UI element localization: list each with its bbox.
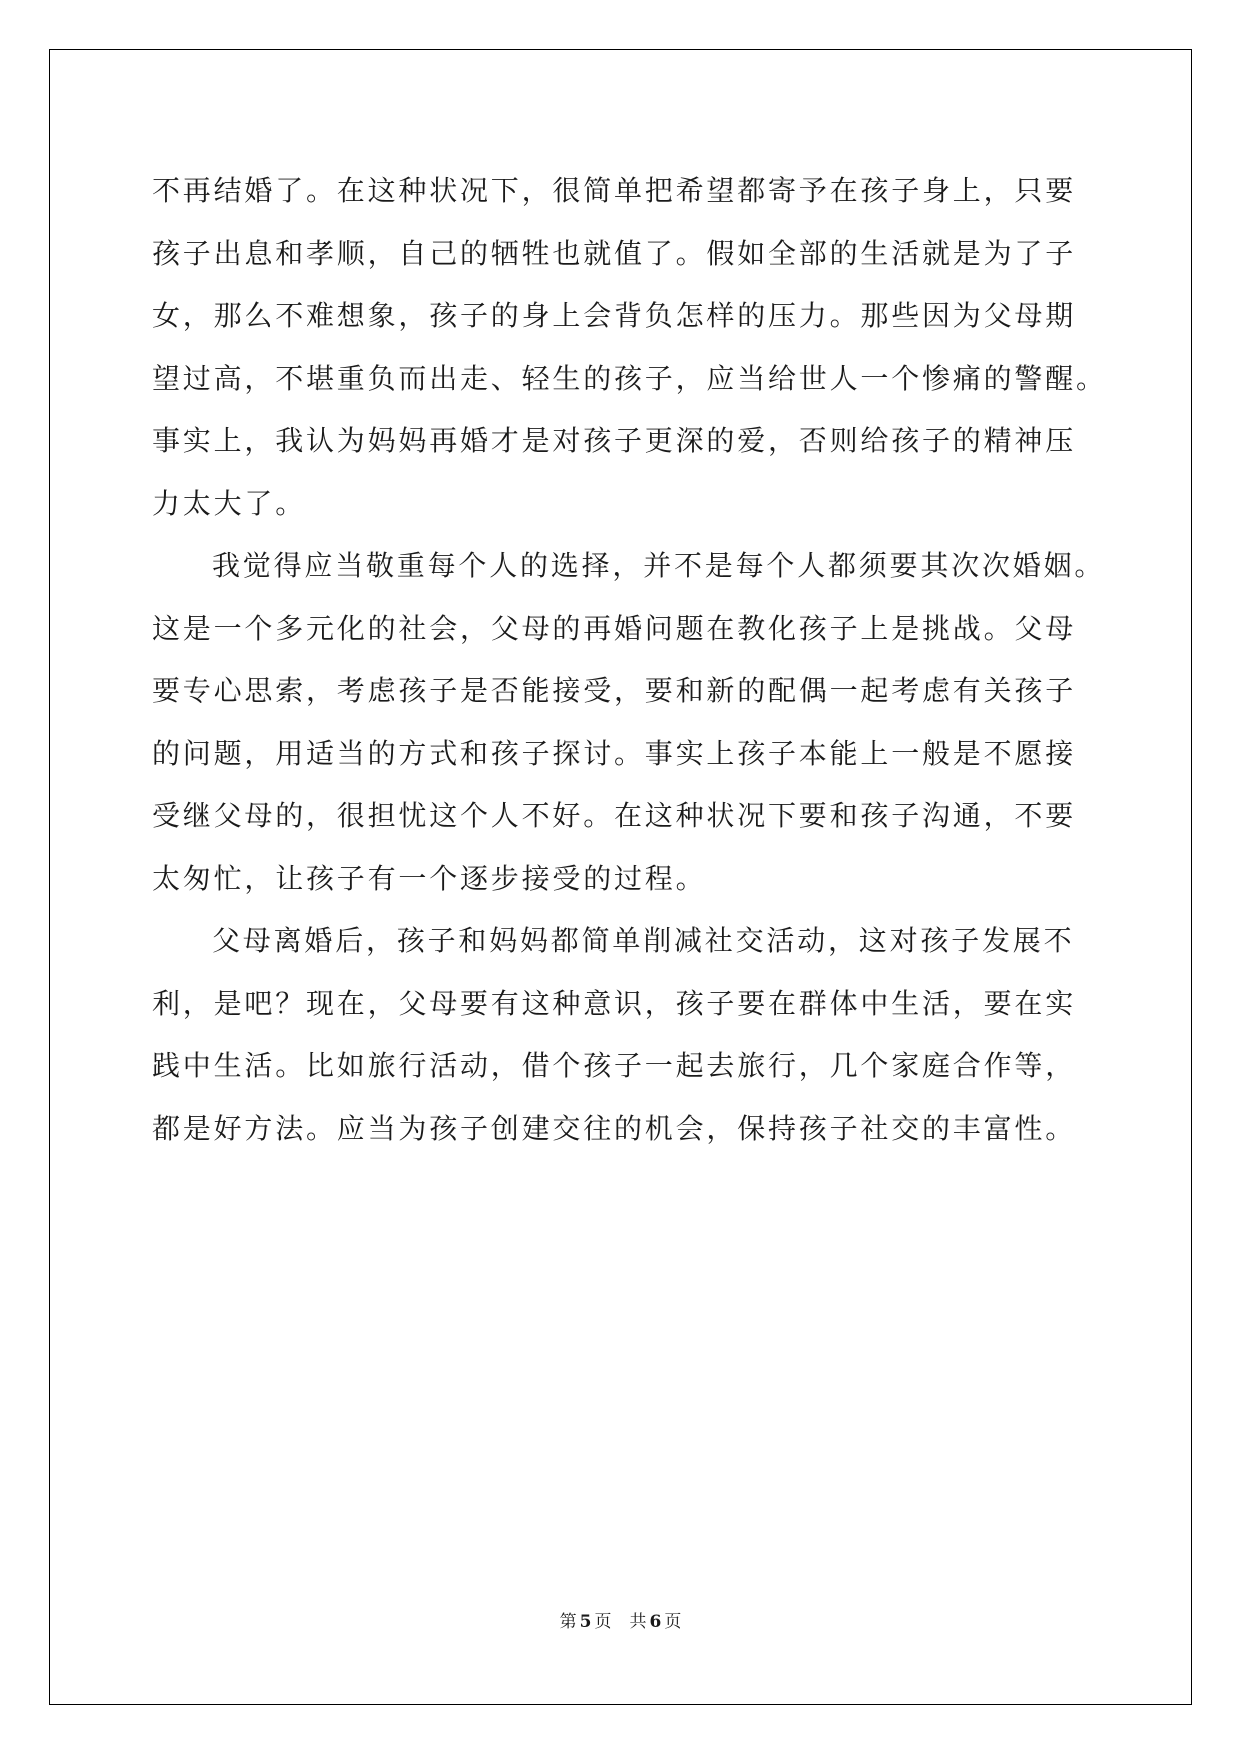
total-prefix: 共 xyxy=(629,1612,647,1632)
text-line: 太匆忙，让孩子有一个逐步接受的过程。 xyxy=(152,861,707,895)
document-body xyxy=(152,160,1107,1160)
text-line: 利，是吧？现在，父母要有这种意识，孩子要在群体中生活，要在实 xyxy=(152,986,1077,1020)
text-line: 要专心思索，考虑孩子是否能接受，要和新的配偶一起考虑有关孩子 xyxy=(152,674,1077,707)
text-line: 践中生活。比如旅行活动，借个孩子一起去旅行，几个家庭合作等， xyxy=(152,1049,1077,1082)
page-number-footer xyxy=(0,1611,1241,1633)
text-line: 女，那么不难想象，孩子的身上会背负怎样的压力。那些因为父母期 xyxy=(152,299,1077,332)
text-line: 望过高，不堪重负而出走、轻生的孩子，应当给世人一个惨痛的警醒。 xyxy=(152,361,1107,395)
current-page-number: 5 xyxy=(579,1612,592,1632)
total-suffix: 页 xyxy=(664,1612,682,1632)
paragraph-first-line: 我觉得应当敬重每个人的选择，并不是每个人都须要其次次婚姻。 xyxy=(212,549,1106,582)
text-line: 事实上，我认为妈妈再婚才是对孩子更深的爱，否则给孩子的精神压 xyxy=(152,424,1077,457)
text-line: 的问题，用适当的方式和孩子探讨。事实上孩子本能上一般是不愿接 xyxy=(152,736,1077,770)
page-suffix: 页 xyxy=(594,1612,612,1632)
text-line: 都是好方法。应当为孩子创建交往的机会，保持孩子社交的丰富性。 xyxy=(152,1111,1077,1145)
text-line: 孩子出息和孝顺，自己的牺牲也就值了。假如全部的生活就是为了子 xyxy=(152,236,1077,270)
text-line: 受继父母的，很担忧这个人不好。在这种状况下要和孩子沟通，不要 xyxy=(152,799,1077,832)
total-page-number: 6 xyxy=(649,1612,662,1632)
text-line: 这是一个多元化的社会，父母的再婚问题在教化孩子上是挑战。父母 xyxy=(152,611,1077,645)
text-line: 不再结婚了。在这种状况下，很简单把希望都寄予在孩子身上，只要 xyxy=(152,174,1077,207)
page-prefix: 第 xyxy=(559,1612,577,1632)
paragraph-first-line: 父母离婚后，孩子和妈妈都简单削减社交活动，这对孩子发展不 xyxy=(212,924,1075,957)
text-line: 力太大了。 xyxy=(152,486,307,520)
